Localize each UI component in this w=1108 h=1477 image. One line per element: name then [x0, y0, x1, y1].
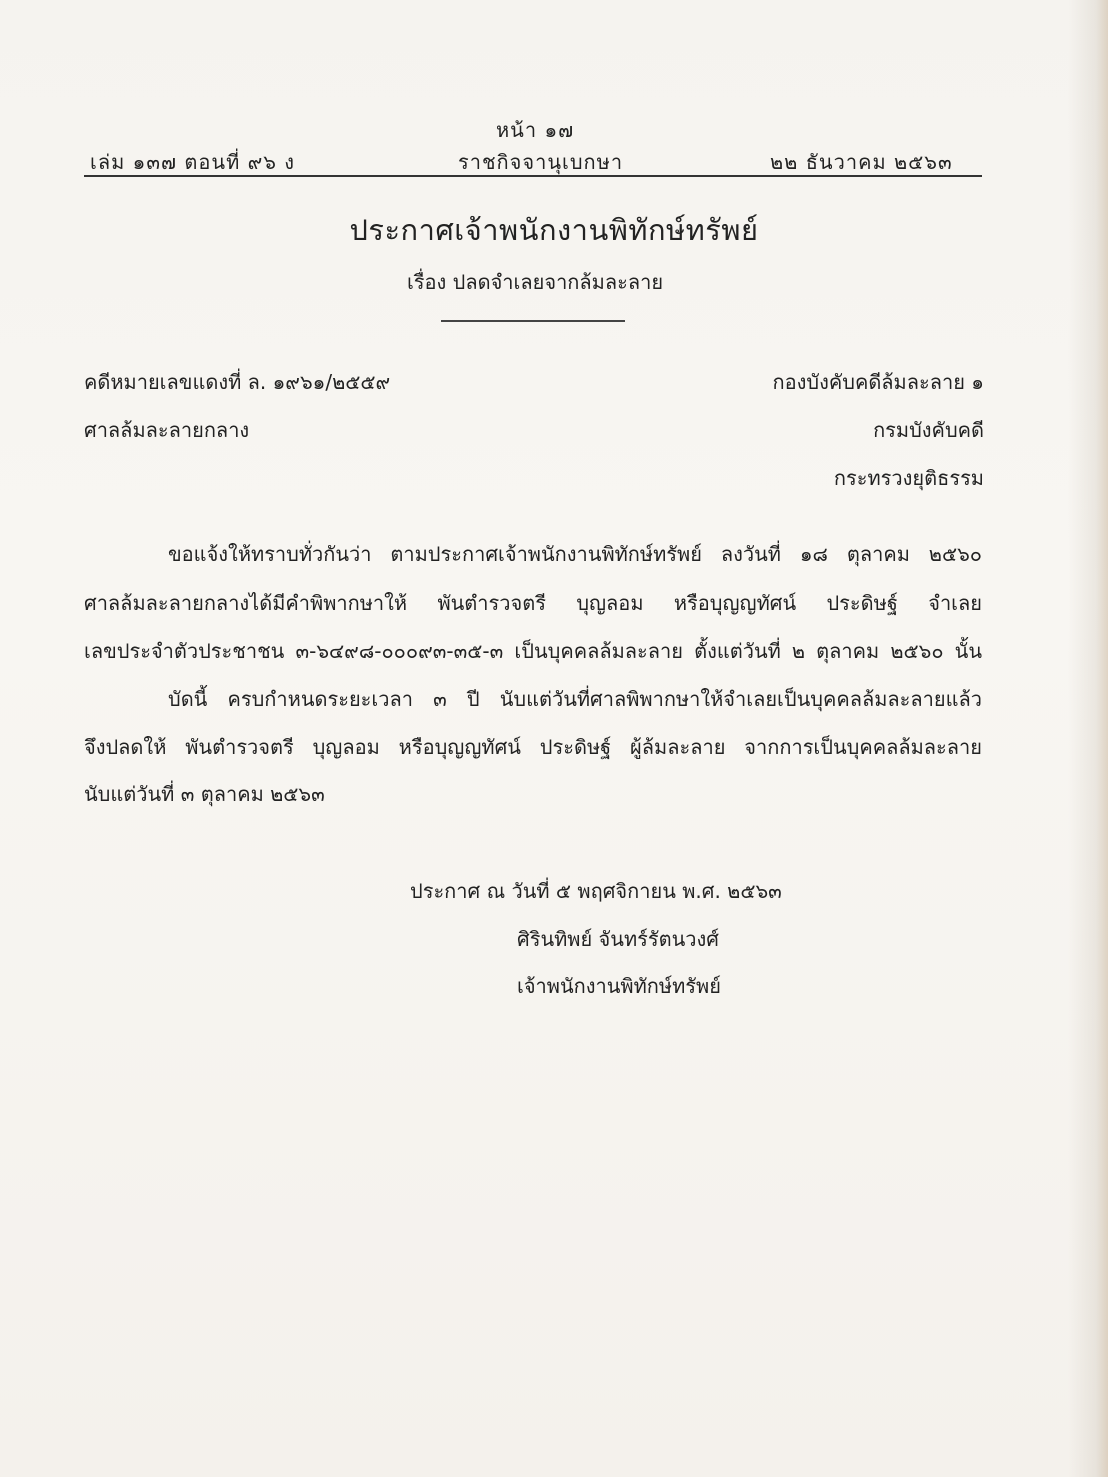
volume-issue: เล่ม ๑๓๗ ตอนที่ ๙๖ ง: [90, 150, 296, 174]
signer-position: เจ้าพนักงานพิทักษ์ทรัพย์: [517, 974, 721, 998]
signer-name: ศิรินทิพย์ จันทร์รัตนวงศ์: [517, 927, 719, 951]
paragraph-2-line-2: จึงปลดให้ พันตำรวจตรี บุญลอม หรือบุญญทัศน์ ประดิษฐ์ ผู้ล้มละลาย จากการเป็นบุคคลล้มละลาย: [84, 735, 982, 759]
case-number: คดีหมายเลขแดงที่ ล. ๑๙๖๑/๒๕๕๙: [84, 370, 391, 394]
ministry-name: กระทรวงยุติธรรม: [833, 466, 984, 490]
court-name: ศาลล้มละลายกลาง: [84, 418, 250, 442]
department-name: กรมบังคับคดี: [873, 418, 984, 442]
header-rule: [84, 175, 982, 177]
paragraph-1-line-2: ศาลล้มละลายกลางได้มีคำพิพากษาให้ พันตำรวจตรี บุญลอม หรือบุญญทัศน์ ประดิษฐ์ จำเลย: [84, 591, 982, 615]
paragraph-1-line-1: ขอแจ้งให้ทราบทั่วกันว่า ตามประกาศเจ้าพนักงานพิทักษ์ทรัพย์ ลงวันที่ ๑๘ ตุลาคม ๒๕๖๐: [168, 542, 982, 566]
paragraph-2-line-1: บัดนี้ ครบกำหนดระยะเวลา ๓ ปี นับแต่วันที่ศาลพิพากษาให้จำเลยเป็นบุคคลล้มละลายแล้ว: [168, 687, 982, 711]
announcement-title: ประกาศเจ้าพนักงานพิทักษ์ทรัพย์: [349, 213, 759, 247]
page-number: หน้า ๑๗: [496, 118, 575, 142]
paragraph-1-line-3: เลขประจำตัวประชาชน ๓-๖๔๙๘-๐๐๐๙๓-๓๕-๓ เป็นบุคคลล้มละลาย ตั้งแต่วันที่ ๒ ตุลาคม ๒๕๖๐ นั้น: [84, 639, 982, 663]
title-divider: [441, 320, 625, 322]
announcement-date: ประกาศ ณ วันที่ ๕ พฤศจิกายน พ.ศ. ๒๕๖๓: [410, 879, 782, 903]
publication-date: ๒๒ ธันวาคม ๒๕๖๓: [770, 150, 953, 174]
office-name: กองบังคับคดีล้มละลาย ๑: [772, 370, 984, 394]
paragraph-2-line-3: นับแต่วันที่ ๓ ตุลาคม ๒๕๖๓: [84, 782, 325, 806]
announcement-subject: เรื่อง ปลดจำเลยจากล้มละลาย: [406, 270, 664, 294]
publication-name: ราชกิจจานุเบกษา: [458, 150, 624, 174]
